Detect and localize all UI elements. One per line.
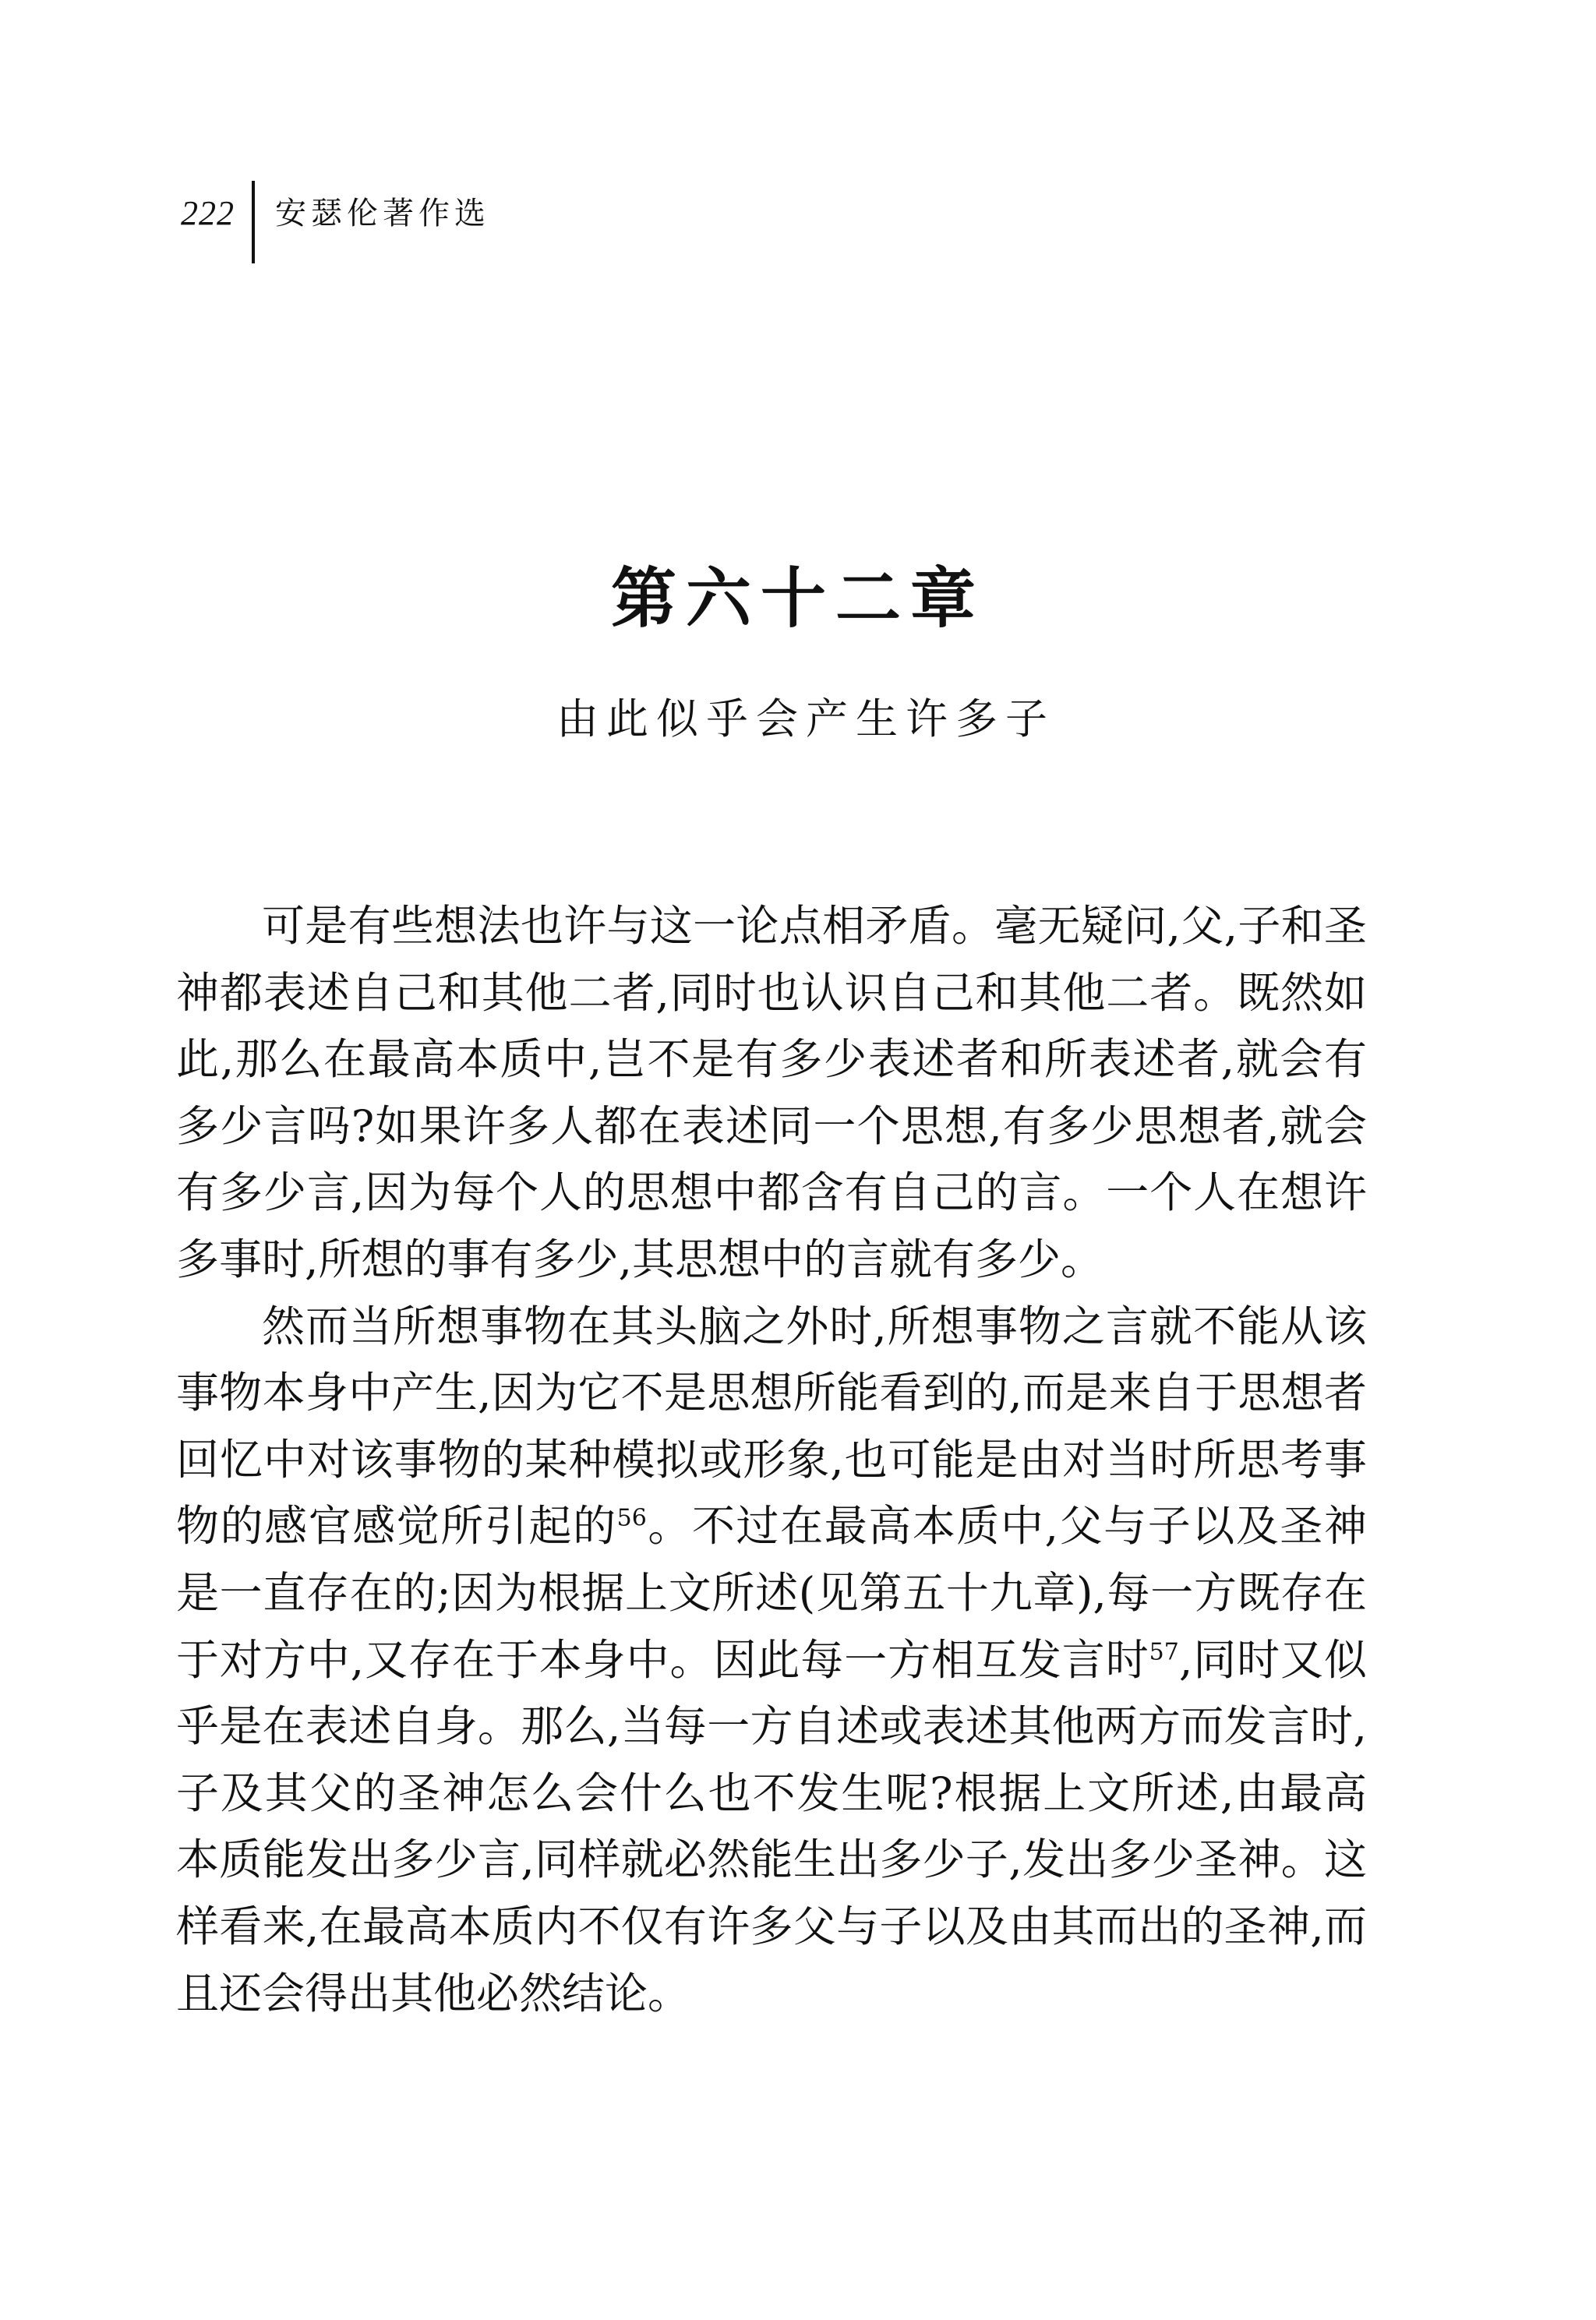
footnote-marker-56: 56 (616, 1505, 647, 1533)
book-title: 安瑟伦著作选 (275, 196, 490, 231)
chapter-subtitle: 由此似乎会产生许多子 (556, 694, 1055, 743)
paragraph-2-part-3: ,同时又似乎是在表述自身。那么,当每一方自述或表述其他两方而发言时,子及其父的圣神怎么会什么也不发生呢?根据上文所述,由最高本质能发出多少言,同样就必然能生出多少子,发出多少圣神。这样看来,在最高本质内不仅有许多父与子以及由其而出的圣神,而且还会得出其他必然结论。 (176, 1634, 1368, 2018)
header-divider (252, 181, 255, 263)
paragraph-2 (176, 1294, 1367, 2028)
page-number: 222 (181, 194, 235, 232)
running-header (181, 181, 490, 267)
paragraph-2-part-2: 。不过在最高本质中,父与子以及圣神是一直存在的;因为根据上文所述(见第五十九章),每一方既存在于对方中,又存在于本身中。因此每一方相互发言时 (176, 1501, 1367, 1685)
paragraph-1: 可是有些想法也许与这一论点相矛盾。毫无疑问,父,子和圣神都表述自己和其他二者,同时也认识自己和其他二者。既然如此,那么在最高本质中,岂不是有多少表述者和所表述者,就会有多少言吗?如果许多人都在表述同一个思想,有多少思想者,就会有多少言,因为每个人的思想中都含有自己的言。一个人在想许多事时,所想的事有多少,其思想中的言就有多少。 (176, 901, 1367, 1284)
footnote-marker-57: 57 (1149, 1638, 1179, 1666)
body-text (176, 893, 1367, 2027)
paragraph-2-part-1: 然而当所想事物在其头脑之外时,所想事物之言就不能从该事物本身中产生,因为它不是思想所能看到的,而是来自于思想者回忆中对该事物的某种模拟或形象,也可能是由对当时所思考事物的感官感觉所引起的 (176, 1301, 1367, 1552)
chapter-title: 第六十二章 (610, 560, 985, 637)
